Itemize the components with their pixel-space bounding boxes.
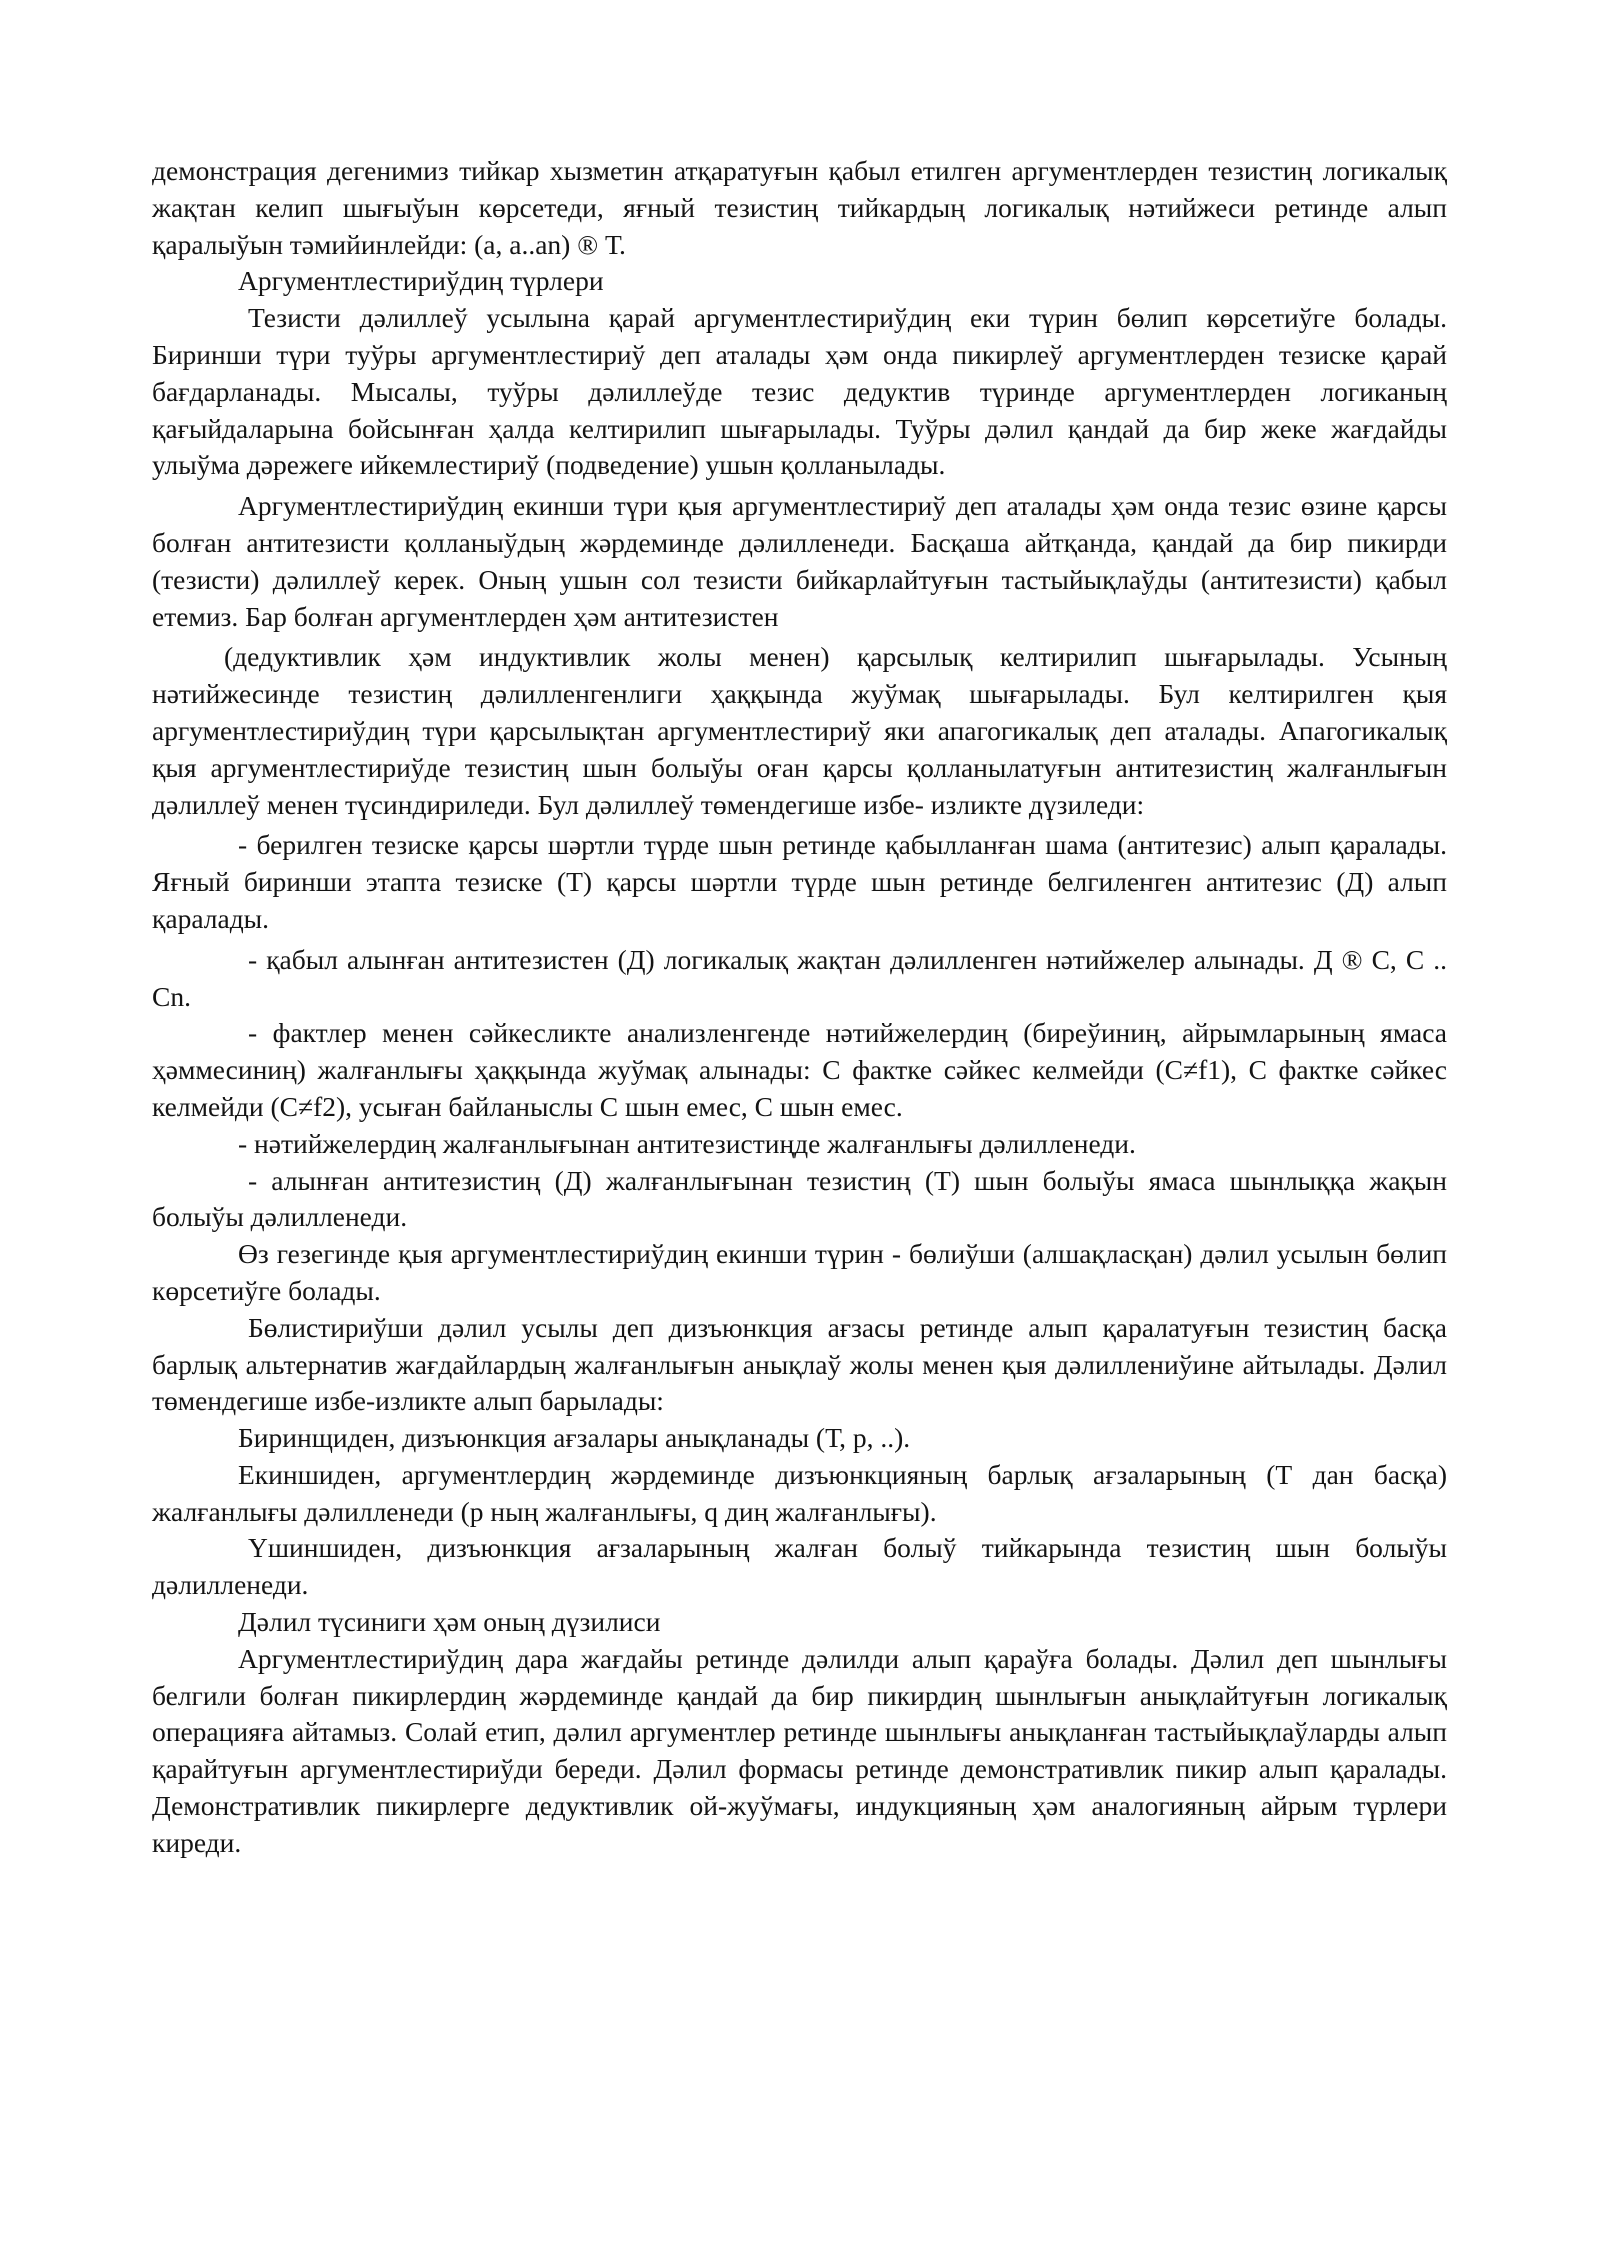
list-item-step-3: - фактлер менен сәйкесликте анализленгенде нәтийжелердиң (биреўиниң, айрымларының ямаса ҳәммесиниң) жалғанлығы ҳаққында жуўмақ алынады: С фактке сәйкес келмейди (С≠f1), С фактке сәйкес келмейди (С≠f2), усыған байланыслы С шын емес, С шын емес. (152, 1017, 1447, 1122)
list-item-step-4: - нәтийжелердиң жалғанлығынан антитезистиңде жалғанлығы дәлилленеди. (238, 1127, 1136, 1159)
heading-argumentation-types: Аргументлестириўдиң түрлери (238, 265, 604, 297)
heading-proof-concept: Дәлил түсиниги ҳәм оның дүзилиси (238, 1606, 661, 1638)
paragraph-disjunctive-proof: Өз гезегинде қыя аргументлестириўдиң екинши түрин - бөлиўши (алшақласқан) дәлил усылын бөлип көрсетиўге болады. (152, 1238, 1447, 1306)
paragraph-second-step: Екиншиден, аргументлердиң жәрдеминде дизъюнкцияның барлық ағзаларының (Т дан басқа) жалғанлығы дәлилленеди (р ның жалғанлығы, q диң жалғанлығы). (152, 1458, 1447, 1527)
document-body (152, 153, 1447, 1862)
paragraph-third-step: Үшиншиден, дизъюнкция ағзаларының жалған болыў тийкарында тезистиң шын болыўы дәлилленеди. (152, 1532, 1447, 1601)
paragraph-proof-definition: Аргументлестириўдиң дара жағдайы ретинде дәлилди алып қараўға болады. Дәлил деп шынлығы белгили болған пикирлердиң жәрдеминде қандай да бир пикирдиң шынлығын анықлайтуғын логикалық операцияға айтамыз. Солай етип, дәлил аргументлер ретинде шынлығы анықланған тастыйықлаўларды алып қарайтуғын аргументлестириўди береди. Дәлил формасы ретинде демонстративлик пикир алып қаралады. Демонстративлик пикирлерге дедуктивлик ой-жуўмағы, индукцияның ҳәм аналогияның айрым түрлери киреди. (152, 1642, 1447, 1858)
paragraph-first-step: Биринщиден, дизъюнкция ағзалары анықланады (Т, р, ..). (238, 1422, 911, 1454)
paragraph-indirect-argumentation: Аргументлестириўдиң екинши түри қыя аргументлестириў деп аталады ҳәм онда тезис өзине қарсы болған антитезисти қолланыўдың жәрдеминде дәлилленеди. Басқаша айтқанда, қандай да бир пикирди (тезисти) дәлиллеў керек. Оның ушын сол тезисти бийкарлайтуғын тастыйықлаўды (антитезисти) қабыл етемиз. Бар болған аргументлерден ҳәм антитезистен (152, 490, 1447, 632)
paragraph-dividing-proof-definition: Бөлистириўши дәлил усылы деп дизъюнкция ағзасы ретинде алып қаралатуғын тезистиң басқа барлық альтернатив жағдайлардың жалғанлығын анықлаў жолы менен қыя дәлиллениўине айтылады. Дәлил төмендегише избе-изликте алып барылады: (152, 1311, 1447, 1417)
paragraph-deductive-inductive: (дедуктивлик ҳәм индуктивлик жолы менен) қарсылық келтирилип шығарылады. Усының нәтийжесинде тезистиң дәлилленгенлиги ҳаққында жуўмақ шығарылады. Бул келтирилген қыя аргументлестириўдиң түри қарсылықтан аргументлестириў яки апагогикалық деп аталады. Апагогикалық қыя аргументлестириўде тезистиң шын болыўы оған қарсы қолланылатуғын антитезистиң жалғанлығын дәлиллеў менен түсиндириледи. Бул дәлиллеў төмендегише избе- изликте дүзиледи: (152, 641, 1447, 820)
list-item-step-1: - берилген тезиске қарсы шәртли түрде шын ретинде қабылланған шама (антитезис) алып қаралады. Яғный биринши этапта тезиске (Т) қарсы шәртли түрде шын ретинде белгиленген антитезис (Д) алып қаралады. (152, 829, 1447, 934)
paragraph-argumentation-kinds: Тезисти дәлиллеў усылына қарай аргументлестириўдиң еки түрин бөлип көрсетиўге болады. Биринши түри туўры аргументлестириў деп аталады ҳәм онда пикирлеў аргументлерден тезиске қарай бағдарланады. Мысалы, туўры дәлиллеўде тезис дедуктив түринде аргументлерден логиканың қағыйдаларына бойсынған ҳалда келтирилип шығарылады. Туўры дәлил қандай да бир жеке жағдайды улыўма дәрежеге ийкемлестириў (подведение) ушын қолланылады. (152, 302, 1447, 481)
list-item-step-5: - алынған антитезистиң (Д) жалғанлығынан тезистиң (Т) шын болыўы ямаса шынлыққа жақын болыўы дәлилленеди. (152, 1164, 1447, 1233)
list-item-step-2: - қабыл алынған антитезистен (Д) логикалық жақтан дәлилленген нәтийжелер алынады. Д ® С, С .. Сn. (152, 943, 1447, 1012)
paragraph-demonstration: демонстрация дегенимиз тийкар хызметин атқаратуғын қабыл етилген аргументлерден тезистиң логикалық жақтан келип шығыўын көрсетеди, яғный тезистиң тийкардың логикалық нәтийжеси ретинде алып қаралыўын тәмийинлейди: (а, а..аn) ® Т. (152, 155, 1447, 260)
